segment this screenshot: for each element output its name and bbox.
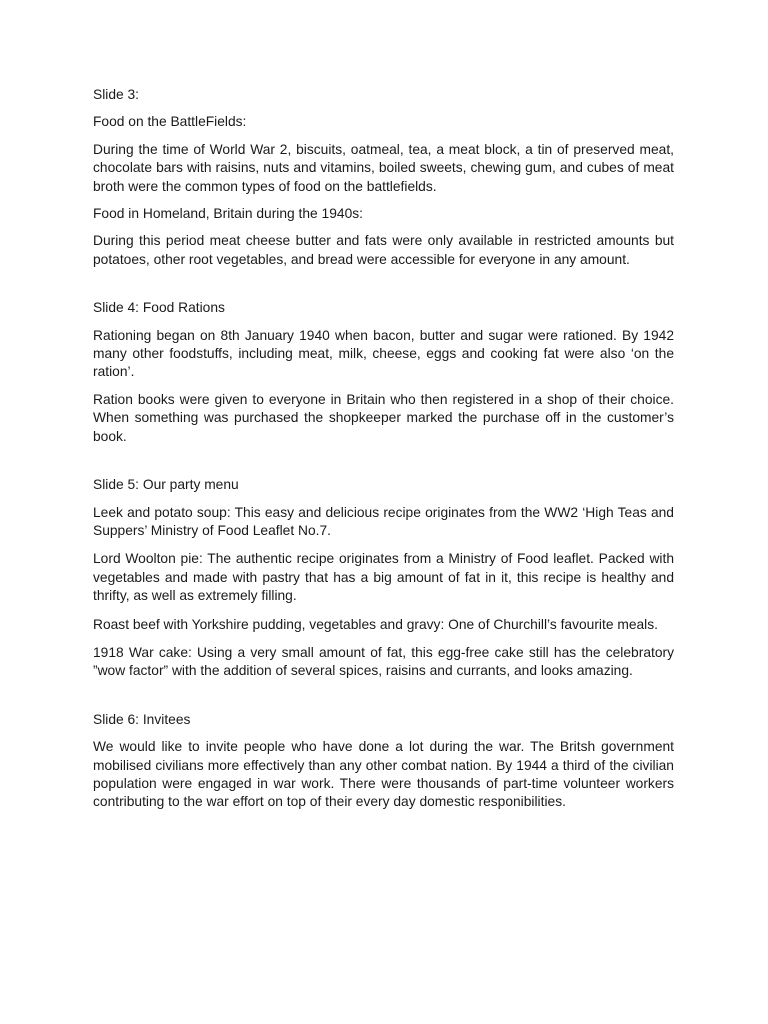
food-battlefields-paragraph: During the time of World War 2, biscuits, oatmeal, tea, a meat block, a tin of preserved meat, chocolate bars with raisins, nuts and vitamins, boiled sweets, chewing gum, and cubes of meat broth were the common types of food on the battlefields. bbox=[93, 141, 674, 194]
slide-3-heading: Slide 3: bbox=[93, 87, 140, 102]
food-homeland-paragraph: During this period meat cheese butter and fats were only available in restricted amounts but potatoes, other root vegetables, and bread were accessible for everyone in any amount. bbox=[93, 233, 674, 267]
slide-3-section bbox=[93, 86, 674, 269]
document-page bbox=[93, 86, 674, 821]
rationing-paragraph: Rationing began on 8th January 1940 when bacon, butter and sugar were rationed. By 1942 many other foodstuffs, including meat, milk, cheese, eggs and cooking fat were also ‘on the ration’. bbox=[93, 327, 674, 380]
slide-5-section bbox=[93, 476, 674, 681]
section-spacer bbox=[93, 278, 674, 299]
slide-6-section bbox=[93, 711, 674, 812]
slide-4-heading: Slide 4: Food Rations bbox=[93, 300, 225, 316]
slide-6-heading: Slide 6: Invitees bbox=[93, 711, 191, 727]
invitees-paragraph: We would like to invite people who have done a lot during the war. The Britsh government mobilised civilians more effectively than any other combat nation. By 1944 a third of the civilian population were engaged in war work. There were thousands of part-time volunteer workers contributing to the war effort on top of their every day domestic responibilities. bbox=[93, 739, 674, 810]
section-spacer bbox=[93, 455, 674, 476]
slide-4-section bbox=[93, 299, 674, 446]
menu-item-soup: Leek and potato soup: This easy and delicious recipe originates from the WW2 ‘High Teas and Suppers’ Ministry of Food Leaflet No.7. bbox=[93, 504, 674, 538]
menu-item-war-cake: 1918 War cake: Using a very small amount of fat, this egg-free cake still has the celebratory ”wow factor” with the addition of several spices, raisins and currants, and looks amazing. bbox=[93, 644, 674, 679]
menu-item-roast-beef: Roast beef with Yorkshire pudding, vegetables and gravy: One of Churchill’s favourite meals. bbox=[93, 616, 658, 632]
food-homeland-subheading: Food in Homeland, Britain during the 1940s: bbox=[93, 206, 363, 222]
ration-books-paragraph: Ration books were given to everyone in Britain who then registered in a shop of their choice. When something was purchased the shopkeeper marked the purchase off in the customer’s book. bbox=[93, 391, 674, 444]
slide-5-heading: Slide 5: Our party menu bbox=[93, 477, 239, 493]
menu-item-pie: Lord Woolton pie: The authentic recipe originates from a Ministry of Food leaflet. Packed with vegetables and made with pastry that has a big amount of fat in it, this recipe is healthy and thrifty, as well as extremely filling. bbox=[93, 551, 674, 604]
section-spacer bbox=[93, 690, 674, 711]
food-battlefields-subheading: Food on the BattleFields: bbox=[93, 114, 247, 130]
